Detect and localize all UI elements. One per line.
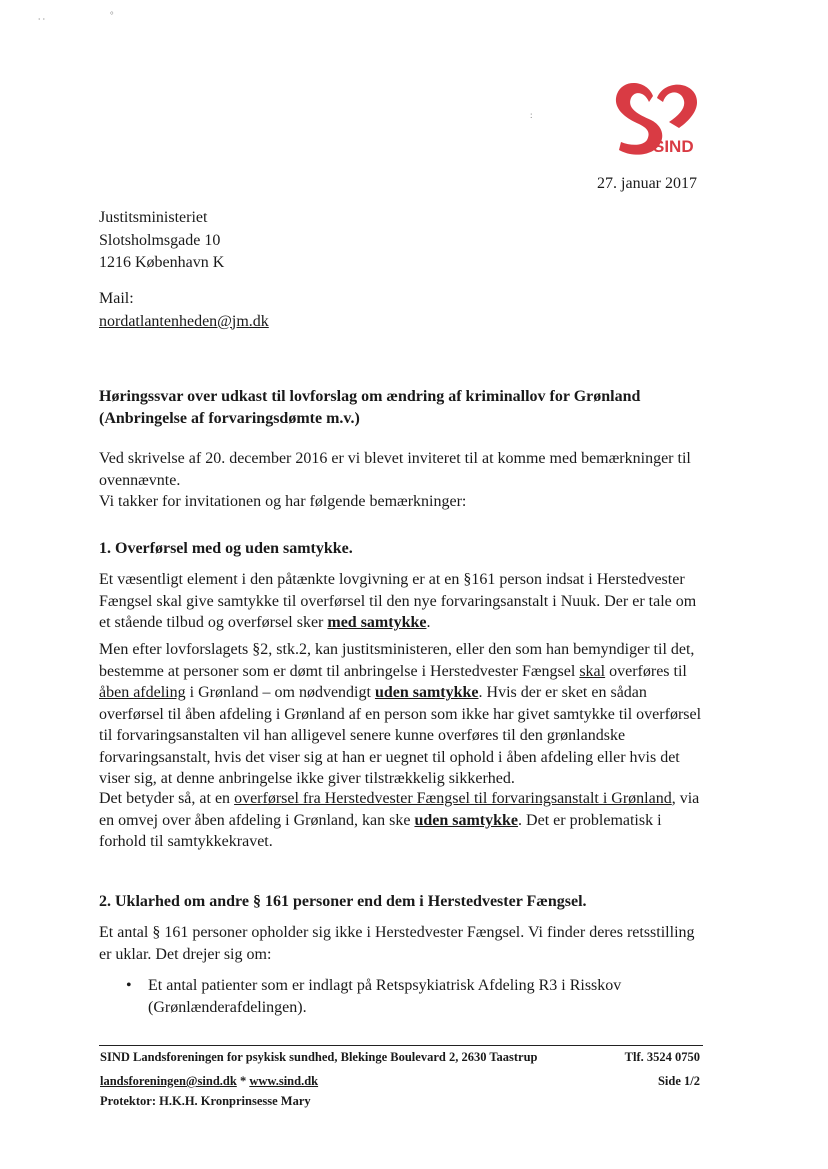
footer-organization: SIND Landsforeningen for psykisk sundhed, Blekinge Boulevard 2, 2630 Taastrup [100,1050,538,1064]
document-title [99,386,704,429]
section-1-heading: 1. Overførsel med og uden samtykke. [99,540,353,557]
recipient-street: Slotsholmsgade 10 [99,231,221,249]
scan-speck: ⸱ ⸱ [38,14,46,24]
mail-block [99,288,269,333]
section-1-paragraph-3 [99,788,704,853]
emphasis-text: med samtykke [327,614,427,631]
text-run: . Det er problematisk i forhold til samtykkekravet. [99,811,662,850]
footer-web-link[interactable]: www.sind.dk [249,1074,319,1088]
title-line-2: (Anbringelse af forvaringsdømte m.v.) [99,409,360,427]
title-line-1: Høringssvar over udkast til lovforslag om ændring af kriminallov for Grønland [99,388,641,405]
underlined-text: åben afdeling [99,684,186,701]
text-run: Men efter lovforslagets §2, stk.2, kan justitsministeren, eller den som han bemyndiger til det, bestemme at personer som er dømt til anbringelse i Herstedvester Fængsel [99,641,695,680]
intro-line-1: Ved skrivelse af 20. december 2016 er vi blevet inviteret til at komme med bemærkninger til [99,450,691,467]
section-2-heading: 2. Uklarhed om andre § 161 personer end dem i Herstedvester Fængsel. [99,893,587,910]
bullet-icon: • [126,977,132,994]
footer-separator: * [239,1074,247,1088]
footer-protector: Protektor: H.K.H. Kronprinsesse Mary [100,1094,311,1108]
text-run: . [426,614,431,631]
underlined-text: skal [579,662,606,680]
recipient-city: 1216 København K [99,254,225,271]
list-item [126,975,704,1018]
intro-line-3: Vi takker for invitationen og har følgende bemærkninger: [99,493,467,510]
mail-label: Mail: [99,290,134,307]
footer-divider [99,1045,703,1046]
section-2-paragraph-1: Et antal § 161 personer opholder sig ikke i Herstedvester Fængsel. Vi finder deres retsstilling er uklar. Det drejer sig om: [99,924,695,963]
intro-line-2: ovennævnte. [99,471,181,489]
scan-speck: : [530,110,533,120]
intro-paragraph [99,448,704,513]
text-run: , via en omvej over åben afdeling i Grønland, kan ske [99,790,700,829]
sind-heart-logo-icon [607,74,703,158]
text-run: Et væsentligt element i den påtænkte lovgivning er at en §161 person indsat i Herstedvester Fængsel skal give samtykke til overførsel til den nye forvaringsanstalt i Nuuk. Der er tale om et stående tilbud og overførsel sker [99,571,697,631]
recipient-name: Justitsministeriet [99,209,208,226]
scan-speck: ° [110,10,114,20]
letter-date: 27. januar 2017 [597,175,697,192]
text-run: overføres til [605,662,687,680]
recipient-address [99,207,224,275]
footer-contact [100,1074,318,1089]
section-1-paragraph-1 [99,569,704,634]
underlined-text: overførsel fra Herstedvester Fængsel til forvaringsanstalt i Grønland [234,790,672,807]
section-1-paragraph-2 [99,639,704,790]
footer-phone: Tlf. 3524 0750 [624,1050,700,1064]
text-run: . Hvis der er sket en sådan overførsel til åben afdeling i Grønland af en person som ikke har givet samtykke til overførsel til forvaringsanstalten vil han alligevel senere kunne overføres til den grønlandske forvaringsanstalt, hvis det viser sig at han er uegnet til ophold i åben afdeling eller hvis det viser sig, at denne anbringelse ikke giver tilstrækkelig sikkerhed. [99,684,702,787]
footer-email-link[interactable]: landsforeningen@sind.dk [100,1074,237,1088]
text-run: i Grønland – om nødvendigt [185,684,375,701]
list-item-text: Et antal patienter som er indlagt på Retspsykiatrisk Afdeling R3 i Risskov (Grønlænderafdelingen). [148,977,622,1016]
text-run: Det betyder så, at en [99,790,235,807]
emphasis-text: uden samtykke [414,811,519,829]
svg-text:SIND: SIND [653,137,694,156]
emphasis-text: uden samtykke [374,684,479,701]
footer-page-number: Side 1/2 [657,1074,700,1088]
mail-address-link[interactable]: nordatlantenheden@jm.dk [99,312,269,330]
